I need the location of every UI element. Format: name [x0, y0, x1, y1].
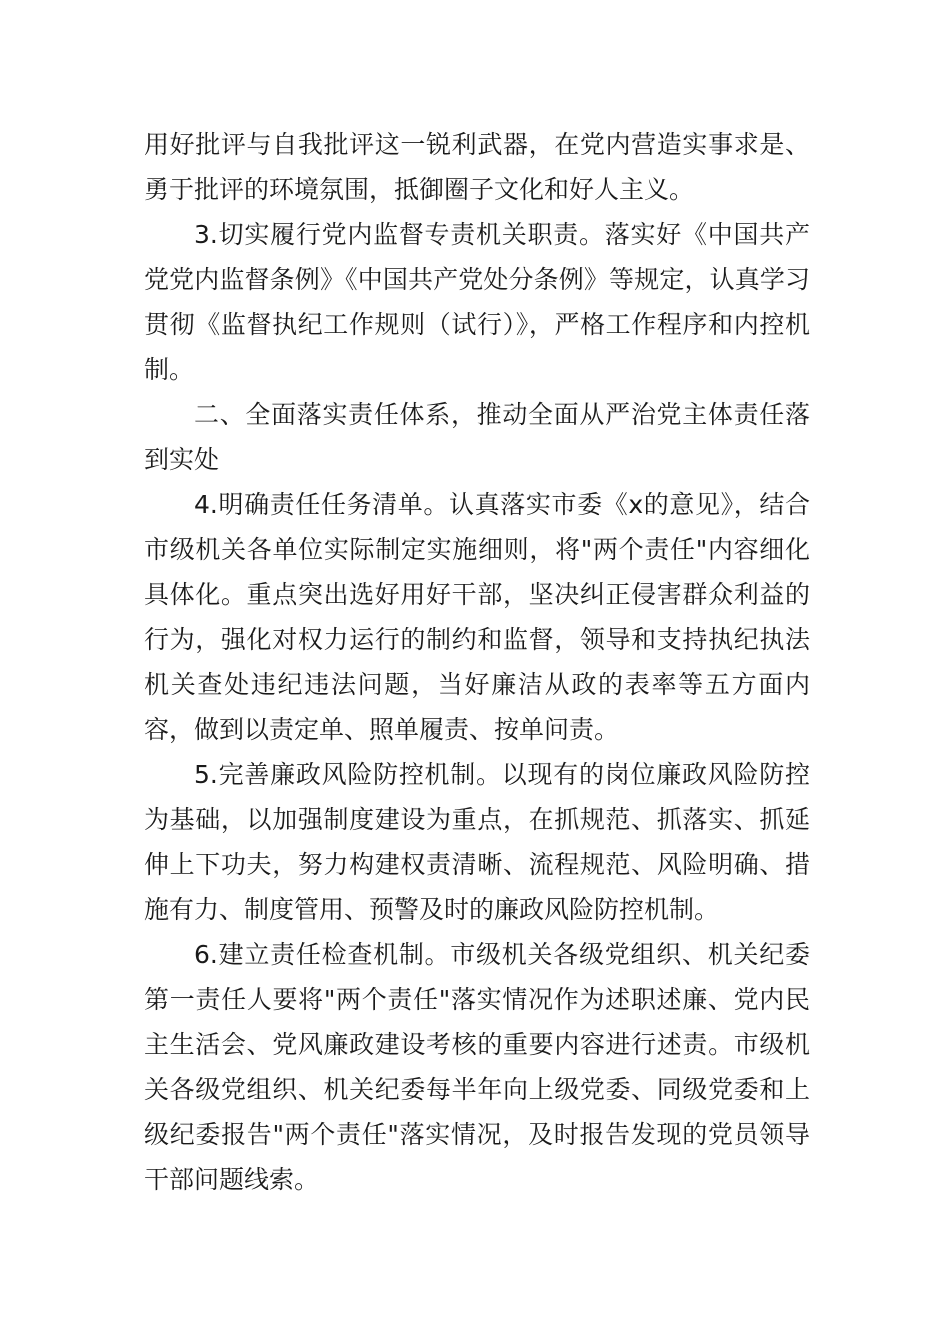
paragraph-item-4: 4.明确责任任务清单。认真落实市委《x的意见》，结合市级机关各单位实际制定实施细则，将"两个责任"内容细化具体化。重点突出选好用好干部，坚决纠正侵害群众利益的行为，强化对权力运行的制约和监督，领导和支持执纪执法机关查处违纪违法问题，当好廉洁从政的表率等五方面内容，做到以责定单、照单履责、按单问责。 [144, 490, 810, 744]
paragraph-criticism: 用好批评与自我批评这一锐利武器，在党内营造实事求是、勇于批评的环境氛围，抵御圈子文化和好人主义。 [144, 130, 810, 204]
paragraph-item-5: 5.完善廉政风险防控机制。以现有的岗位廉政风险防控为基础，以加强制度建设为重点，在抓规范、抓落实、抓延伸上下功夫，努力构建权责清晰、流程规范、风险明确、措施有力、制度管用、预警及时的廉政风险防控机制。 [144, 760, 810, 924]
paragraph-item-3: 3.切实履行党内监督专责机关职责。落实好《中国共产党党内监督条例》《中国共产党处分条例》等规定，认真学习贯彻《监督执纪工作规则（试行）》，严格工作程序和内控机制。 [144, 220, 810, 384]
paragraph-item-6: 6.建立责任检查机制。市级机关各级党组织、机关纪委第一责任人要将"两个责任"落实情况作为述职述廉、党内民主生活会、党风廉政建设考核的重要内容进行述责。市级机关各级党组织、机关纪委每半年向上级党委、同级党委和上级纪委报告"两个责任"落实情况，及时报告发现的党员领导干部问题线索。 [144, 940, 810, 1194]
document-body [144, 122, 810, 1202]
section-heading-2: 二、全面落实责任体系，推动全面从严治党主体责任落到实处 [144, 400, 810, 474]
